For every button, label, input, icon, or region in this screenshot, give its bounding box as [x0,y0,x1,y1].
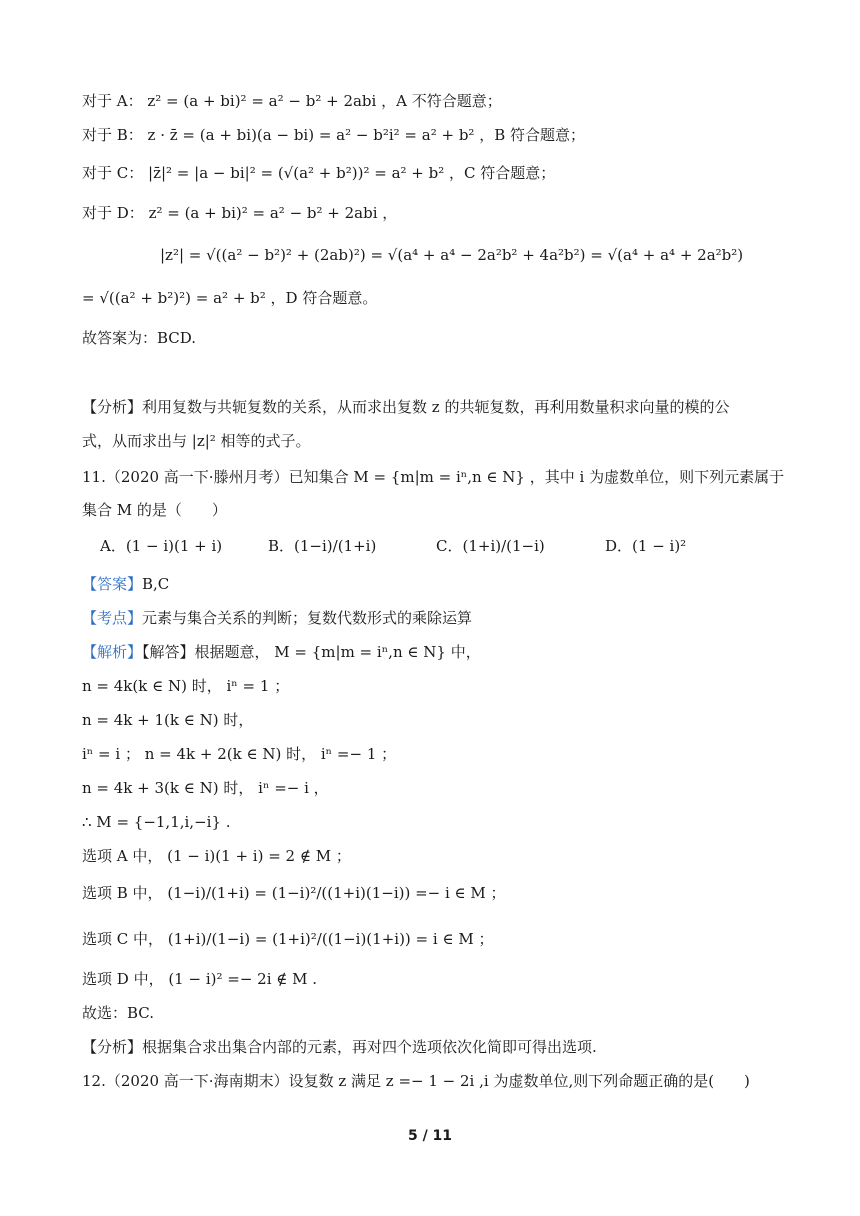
analysis-line-1: 【分析】利用复数与共轭复数的关系，从而求出复数 z 的共轭复数，再利用数量积求向量的模的公 [82,398,730,416]
key-point-tag: 【考点】 [82,609,143,627]
option-a: A．(1 − i)(1 + i) [100,537,223,555]
option-b: B．(1−i)/(1+i) [268,537,377,555]
option-d: D．(1 − i)² [605,537,687,555]
answer-tag: 【答案】 [82,575,143,593]
final-choice: 故选：BC. [82,1004,155,1022]
solution-line-4: n = 4k + 3(k ∈ N) 时， iⁿ =− i ， [82,779,329,797]
solution-line-2: n = 4k + 1(k ∈ N) 时， [82,711,254,729]
key-point-text: 元素与集合关系的判断；复数代数形式的乘除运算 [142,609,473,627]
analysis-summary: 【分析】根据集合求出集合内部的元素，再对四个选项依次化简即可得出选项. [82,1038,597,1056]
line-a: 对于 A： z² = (a + bi)² = a² − b² + 2abi ，A 不符合题意； [82,92,502,110]
line-c: 对于 C： |z̄|² = |a − bi|² = (√(a² + b²))² = a² + b² ，C 符合题意； [82,164,556,182]
options-row [100,535,800,559]
answer-line [82,574,169,594]
analysis-line-2: 式，从而求出与 |z|² 相等的式子。 [82,432,311,450]
question-11-line-1: 11.（2020 高一下·滕州月考）已知集合 M = {m|m = iⁿ,n ∈ N} ，其中 i 为虚数单位，则下列元素属于 [82,468,785,486]
solution-head-line [82,642,481,662]
conclusion-line: 故答案为：BCD. [82,329,197,347]
question-12-line: 12.（2020 高一下·海南期末）设复数 z 满足 z =− 1 − 2i ,i 为虚数单位,则下列命题正确的是( ) [82,1072,750,1090]
option-a-check: 选项 A 中， (1 − i)(1 + i) = 2 ∉ M ； [82,847,351,865]
solution-line-3: iⁿ = i ； n = 4k + 2(k ∈ N) 时， iⁿ =− 1 ； [82,745,397,763]
question-11-line-2: 集合 M 的是（ ） [82,501,227,519]
solution-line-5: ∴ M = {−1,1,i,−i} . [82,813,231,831]
option-c: C．(1+i)/(1−i) [436,537,545,555]
line-d-result: = √((a² + b²)²) = a² + b² ，D 符合题意。 [82,289,378,307]
line-d-modulus: |z²| = √((a² − b²)² + (2ab)²) = √(a⁴ + a⁴ − 2a²b² + 4a²b²) = √(a⁴ + a⁴ + 2a²b²) [160,246,744,264]
option-c-check: 选项 C 中， (1+i)/(1−i) = (1+i)²/((1−i)(1+i)) = i ∈ M ； [82,930,494,948]
answer-text: B,C [142,575,170,593]
solution-tag: 【解析】 [82,643,143,661]
key-point-line [82,608,472,628]
solution-head-text: 【解答】根据题意， M = {m|m = iⁿ,n ∈ N} 中， [142,643,481,661]
option-b-check: 选项 B 中， (1−i)/(1+i) = (1−i)²/((1+i)(1−i)) =− i ∈ M ； [82,884,506,902]
line-d: 对于 D： z² = (a + bi)² = a² − b² + 2abi ， [82,204,398,222]
option-d-check: 选项 D 中， (1 − i)² =− 2i ∉ M . [82,970,318,988]
page-number: 5 / 11 [407,1128,453,1144]
solution-line-1: n = 4k(k ∈ N) 时， iⁿ = 1 ； [82,677,290,695]
line-b: 对于 B： z · z̄ = (a + bi)(a − bi) = a² − b²i² = a² + b² ，B 符合题意； [82,126,586,144]
